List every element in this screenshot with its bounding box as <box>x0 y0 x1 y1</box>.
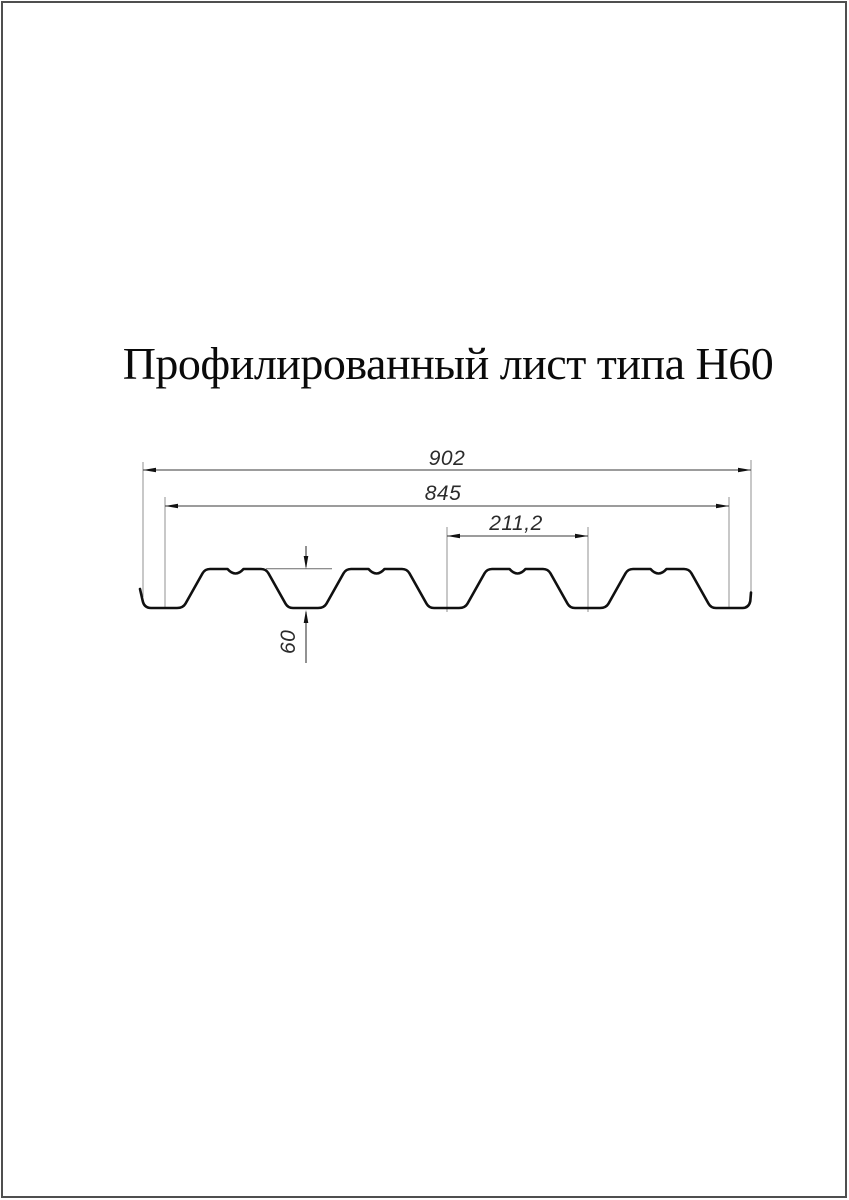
arrowhead-845-left <box>165 504 178 509</box>
drawing-title: Профилированный лист типа Н60 <box>122 338 774 389</box>
arrowhead-pitch-right <box>575 534 588 539</box>
profile-outline-path <box>140 569 751 608</box>
dimension-label-902: 902 <box>428 447 466 470</box>
dimension-label-60: 60 <box>277 629 300 654</box>
arrowhead-845-right <box>716 504 729 509</box>
dimension-label-845: 845 <box>424 482 462 505</box>
arrowhead-height-up <box>304 610 309 623</box>
arrowhead-902-right <box>738 468 751 473</box>
arrowhead-902-left <box>143 468 156 473</box>
arrowhead-pitch-left <box>447 534 460 539</box>
arrowhead-height-down <box>304 556 309 569</box>
dimension-label-211-2: 211,2 <box>489 512 543 535</box>
